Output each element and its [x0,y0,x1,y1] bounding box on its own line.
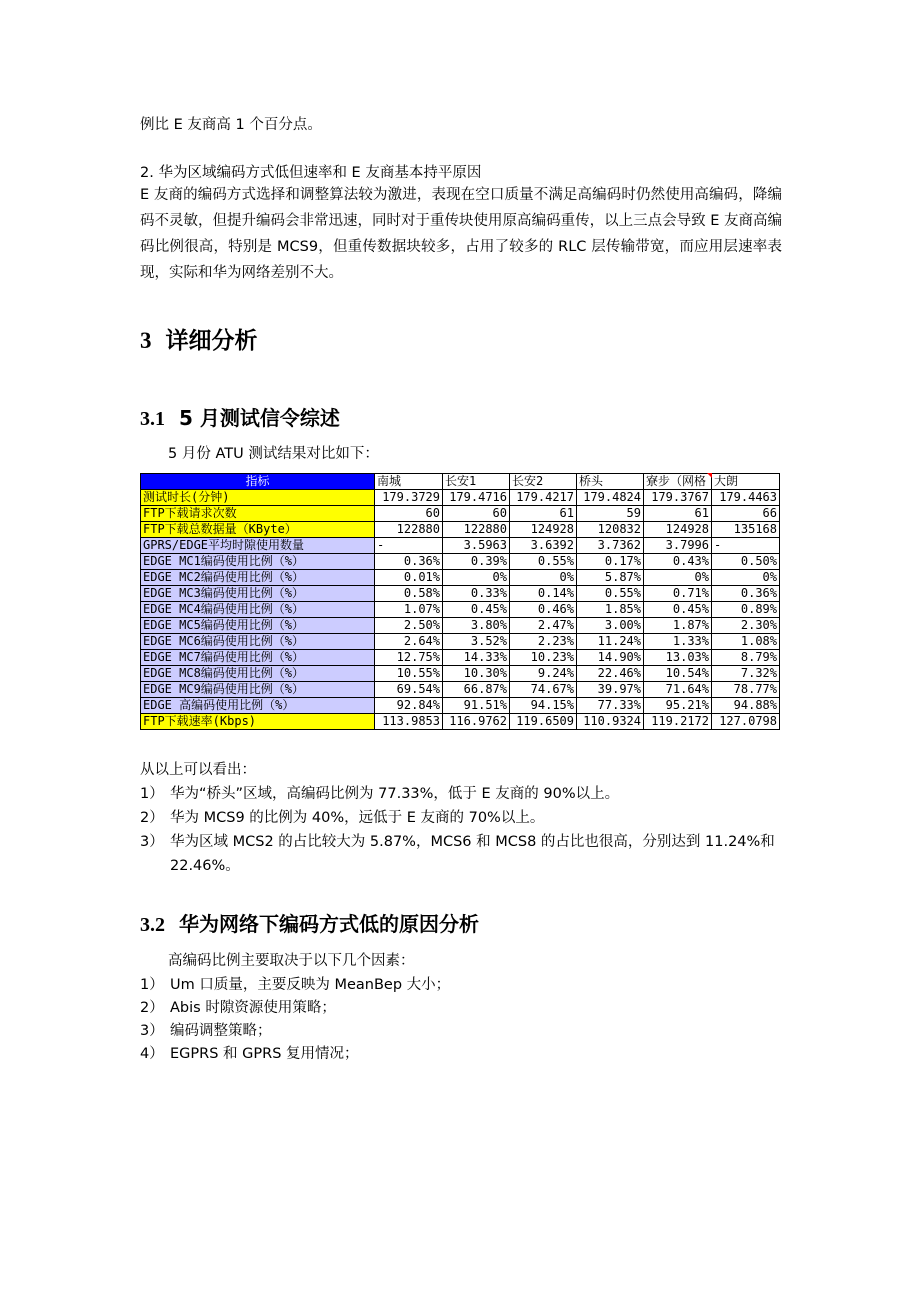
table-cell: 0.89% [712,602,780,618]
list-item [140,782,782,806]
table-cell: 122880 [375,522,443,538]
table-cell: 61 [644,506,712,522]
list-item [140,997,782,1020]
table-cell: 0% [644,570,712,586]
table-cell: 0.55% [510,554,577,570]
row-label: EDGE MC8编码使用比例（%） [141,666,375,682]
table-cell: 1.07% [375,602,443,618]
table-cell: 0% [510,570,577,586]
list-item [140,830,782,878]
header-metric: 指标 [141,474,375,490]
table-cell: 119.6509 [510,714,577,730]
table-cell: 0.71% [644,586,712,602]
table-cell: 135168 [712,522,780,538]
table-cell: 14.33% [443,650,510,666]
row-label: EDGE MC5编码使用比例（%） [141,618,375,634]
row-label: GPRS/EDGE平均时隙使用数量 [141,538,375,554]
table-row [141,666,780,682]
table-cell: 78.77% [712,682,780,698]
table-cell: 74.67% [510,682,577,698]
table-row [141,714,780,730]
list-item-text: 华为 MCS9 的比例为 40%，远低于 E 友商的 70%以上。 [170,810,545,826]
table-cell: 124928 [644,522,712,538]
table-cell: 77.33% [577,698,644,714]
table-row [141,682,780,698]
row-label: EDGE MC6编码使用比例（%） [141,634,375,650]
row-label: EDGE MC9编码使用比例（%） [141,682,375,698]
section-3-1-title: 5 月测试信令综述 [179,406,340,430]
list-item-number: 3） [140,834,164,850]
header-nancheng: 南城 [375,474,443,490]
table-row [141,522,780,538]
table-cell: 3.52% [443,634,510,650]
table-cell: 60 [375,506,443,522]
row-label: EDGE MC7编码使用比例（%） [141,650,375,666]
table-cell: 0.17% [577,554,644,570]
table-cell: 3.5963 [443,538,510,554]
list-item [140,974,782,997]
table-cell: 119.2172 [644,714,712,730]
table-cell: 5.87% [577,570,644,586]
item2-body: E 友商的编码方式选择和调整算法较为激进，表现在空口质量不满足高编码时仍然使用高编码，降编码不灵敏，但提升编码会非常迅速，同时对于重传块使用原高编码重传，以上三点会导致 E 友商高编码比例很高，特别是 MCS9，但重传数据块较多，占用了较多的 RLC 层传输带宽，而应用层速率表现，实际和华为网络差别不大。 [140,187,782,281]
table-cell: 0.36% [375,554,443,570]
section-3-heading [140,322,258,355]
comment-marker-icon [707,473,712,478]
header-changan2: 长安2 [510,474,577,490]
table-cell: 10.55% [375,666,443,682]
table-cell: 124928 [510,522,577,538]
list-item-text: EGPRS 和 GPRS 复用情况； [170,1046,359,1062]
section-3-2-heading [140,908,479,937]
list-item-text: 华为区域 MCS2 的占比较大为 5.87%，MCS6 和 MCS8 的占比也很高，分别达到 11.24%和 22.46%。 [170,834,775,874]
table-cell: 0% [712,570,780,586]
table-cell: 22.46% [577,666,644,682]
list-item-number: 2） [140,810,164,826]
table-cell: 0.46% [510,602,577,618]
row-label: EDGE MC2编码使用比例（%） [141,570,375,586]
table-cell: 3.80% [443,618,510,634]
conclusion-list [140,782,782,878]
table-cell: 60 [443,506,510,522]
table-cell: 66 [712,506,780,522]
table-cell: 3.7996 [644,538,712,554]
table-cell: 120832 [577,522,644,538]
table-cell: 8.79% [712,650,780,666]
list-item-text: Abis 时隙资源使用策略； [170,1000,336,1016]
table-cell: 92.84% [375,698,443,714]
table-cell: 71.64% [644,682,712,698]
table-cell: 179.4824 [577,490,644,506]
table-cell: 179.4716 [443,490,510,506]
section-3-2-number: 3.2 [140,914,165,936]
table-cell: 3.7362 [577,538,644,554]
table-cell: 0.14% [510,586,577,602]
table-cell: 94.15% [510,698,577,714]
table-cell: 0.45% [443,602,510,618]
table-cell: 12.75% [375,650,443,666]
row-label: FTP下载请求次数 [141,506,375,522]
header-changan1: 长安1 [443,474,510,490]
table-cell: 3.6392 [510,538,577,554]
header-qiaotou: 桥头 [577,474,644,490]
table-cell: 61 [510,506,577,522]
table-cell: 2.47% [510,618,577,634]
table-cell: 1.08% [712,634,780,650]
item2-title: 2. 华为区域编码方式低但速率和 E 友商基本持平原因 [140,165,482,181]
table-cell: 0.58% [375,586,443,602]
table-cell: 0.01% [375,570,443,586]
table-cell: 113.9853 [375,714,443,730]
table-cell: 9.24% [510,666,577,682]
table-cell: 10.54% [644,666,712,682]
row-label: EDGE MC4编码使用比例（%） [141,602,375,618]
list-item [140,806,782,830]
table-cell: 0.36% [712,586,780,602]
section-3-title: 详细分析 [165,328,258,354]
table-cell: 2.30% [712,618,780,634]
table-cell: 1.33% [644,634,712,650]
table-cell: 179.3767 [644,490,712,506]
header-liaobu: 寮步（网格 [644,474,712,490]
table-row [141,490,780,506]
list-item-text: Um 口质量，主要反映为 MeanBep 大小； [170,977,451,993]
table-row [141,506,780,522]
row-label: FTP下载总数据量（KByte） [141,522,375,538]
table-row [141,618,780,634]
table-cell: 179.4217 [510,490,577,506]
table-cell: - [712,538,780,554]
row-label: 测试时长(分钟) [141,490,375,506]
table-cell: 0.43% [644,554,712,570]
table-cell: 0.50% [712,554,780,570]
table-cell: 0% [443,570,510,586]
table-row [141,586,780,602]
table-cell: 179.3729 [375,490,443,506]
header-dalang: 大朗 [712,474,780,490]
list-item-number: 4） [140,1046,164,1062]
table-cell: 91.51% [443,698,510,714]
table-cell: 7.32% [712,666,780,682]
table-cell: 66.87% [443,682,510,698]
row-label: EDGE MC3编码使用比例（%） [141,586,375,602]
table-row [141,554,780,570]
table-cell: 39.97% [577,682,644,698]
row-label: FTP下载速率(Kbps) [141,714,375,730]
section-3-number: 3 [140,328,152,353]
table-cell: 10.23% [510,650,577,666]
table-lead: 5 月份 ATU 测试结果对比如下： [168,446,379,462]
table-row [141,538,780,554]
table-row [141,650,780,666]
table-cell: 13.03% [644,650,712,666]
section-3-2-title: 华为网络下编码方式低的原因分析 [179,912,479,936]
table-cell: 59 [577,506,644,522]
row-label: EDGE 高编码使用比例（%） [141,698,375,714]
list-item [140,1020,782,1043]
table-cell: 179.4463 [712,490,780,506]
table-cell: 0.45% [644,602,712,618]
list-item-number: 1） [140,786,164,802]
table-cell: 94.88% [712,698,780,714]
table-cell: 0.33% [443,586,510,602]
table-cell: 1.85% [577,602,644,618]
table-cell: 69.54% [375,682,443,698]
list-item [140,1043,782,1066]
table-row [141,634,780,650]
table-cell: 95.21% [644,698,712,714]
list-item-number: 3） [140,1023,164,1039]
conclusion-lead: 从以上可以看出： [140,762,256,778]
table-cell: 3.00% [577,618,644,634]
list-item-number: 1） [140,977,164,993]
table-cell: 10.30% [443,666,510,682]
list-item-number: 2） [140,1000,164,1016]
table-row [141,602,780,618]
table-cell: 127.0798 [712,714,780,730]
table-header-row [141,474,780,490]
table-cell: - [375,538,443,554]
table-cell: 110.9324 [577,714,644,730]
list-item-text: 编码调整策略； [170,1023,272,1039]
table-cell: 1.87% [644,618,712,634]
section-3-1-heading [140,402,340,431]
atu-comparison-table [140,473,780,730]
table-cell: 116.9762 [443,714,510,730]
intro-line: 例比 E 友商高 1 个百分点。 [140,117,322,133]
table-cell: 11.24% [577,634,644,650]
table-cell: 2.50% [375,618,443,634]
table-cell: 0.55% [577,586,644,602]
table-cell: 0.39% [443,554,510,570]
table-cell: 2.23% [510,634,577,650]
row-label: EDGE MC1编码使用比例（%） [141,554,375,570]
table-row [141,570,780,586]
list-item-text: 华为“桥头”区域，高编码比例为 77.33%，低于 E 友商的 90%以上。 [170,786,620,802]
factors-lead: 高编码比例主要取决于以下几个因素： [168,953,415,969]
table-cell: 14.90% [577,650,644,666]
table-cell: 122880 [443,522,510,538]
section-3-1-number: 3.1 [140,408,165,430]
table-cell: 2.64% [375,634,443,650]
table-row [141,698,780,714]
factor-list [140,974,782,1066]
